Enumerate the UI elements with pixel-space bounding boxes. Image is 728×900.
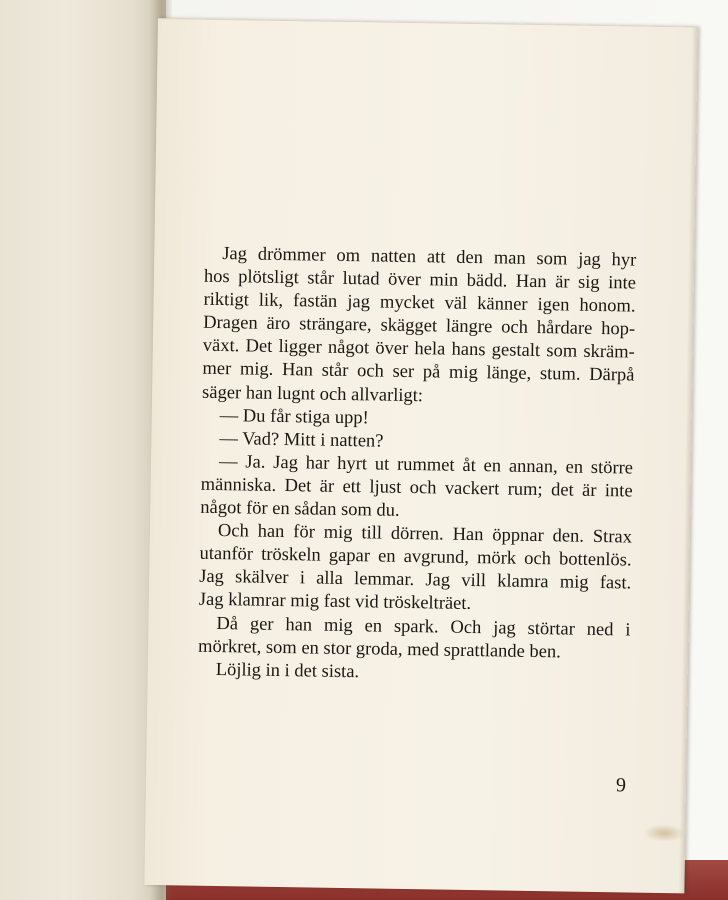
text-line: mer mig. Han står och ser på mig länge, stum. Därpå <box>202 359 635 386</box>
paper-stain <box>643 824 685 843</box>
text-line: Då ger han mig en spark. Och jag störtar ned i <box>216 613 631 640</box>
text-line: Jag skälver i alla lemmar. Jag vill klamra mig fast. <box>199 567 632 594</box>
text-line: hos plötsligt står lutad över min bädd. Han är sig inte <box>203 266 637 294</box>
text-line: Dragen äro strängare, skägget längre och hårdare hop- <box>203 313 636 340</box>
text-line: Och han för mig till dörren. Han öppnar den. Strax <box>217 521 633 548</box>
dialogue-line: — Ja. Jag har hyrt ut rummet åt en annan, en större <box>218 451 634 479</box>
text-line: riktigt lik, fastän jag mycket väl känner igen honom. <box>203 289 636 317</box>
text-line: Jag drömmer om natten att den man som jag hyr <box>222 244 637 271</box>
page-text <box>198 243 637 689</box>
page-number: 9 <box>615 774 627 797</box>
text-line: mörkret, som en stor groda, med sprattlande ben. <box>197 636 561 662</box>
text-line: något för en sådan som du. <box>200 497 400 521</box>
left-page <box>0 0 166 900</box>
text-line: Jag klamrar mig fast vid tröskelträet. <box>198 590 472 615</box>
text-line: Löjlig in i det sista. <box>215 659 360 682</box>
text-line: människa. Det är ett ljust och vackert rum; det är inte <box>200 474 633 502</box>
text-line: växt. Det ligger något över hela hans gestalt som skräm- <box>202 336 635 363</box>
right-page <box>144 18 698 893</box>
dialogue-line: — Du får stiga upp! <box>219 405 369 429</box>
text-line: säger han lugnt och allvarligt: <box>201 382 424 406</box>
dialogue-line: — Vad? Mitt i natten? <box>219 428 384 452</box>
text-line: utanför tröskeln gapar en avgrund, mörk och bottenlös. <box>199 543 632 571</box>
